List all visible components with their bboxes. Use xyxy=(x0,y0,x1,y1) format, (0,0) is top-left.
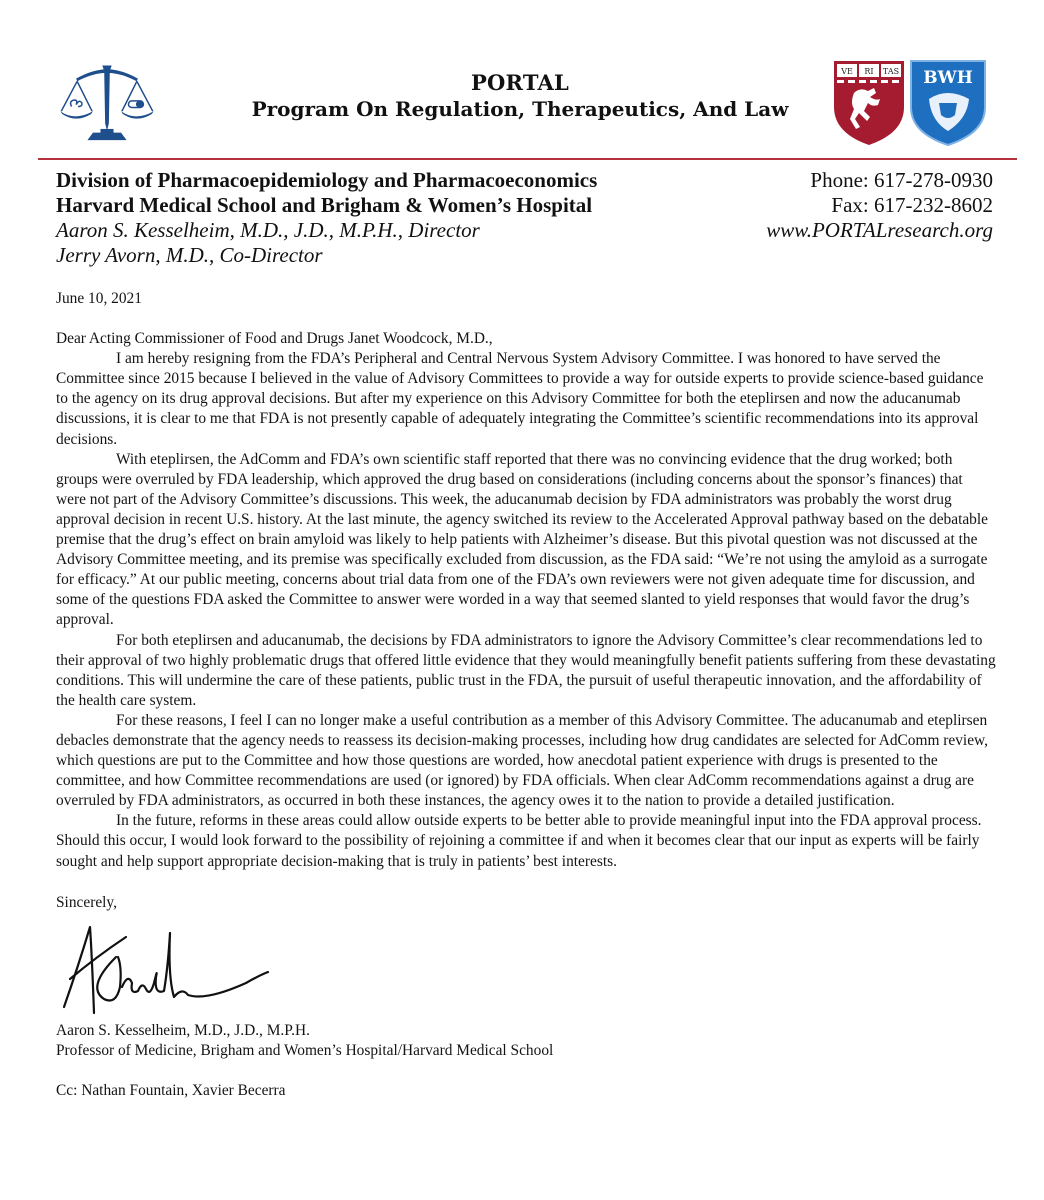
closing: Sincerely, xyxy=(56,893,117,911)
paragraph-3: For both eteplirsen and aducanumab, the decisions by FDA administrators to ignore the Advisory Committee’s clear recommendations led to their approval of two highly problematic drugs that offered little evidence that they would meaningfully benefit patients suffering from these devastating conditions. This will undermine the care of these patients, public trust in the FDA, the pursuit of useful therapeutic innovation, and the affordability of the health care system. xyxy=(56,631,996,709)
phone-number: Phone: 617-278-0930 xyxy=(810,168,993,192)
co-director-name: Jerry Avorn, M.D., Co-Director xyxy=(56,243,323,267)
harvard-shield-icon xyxy=(832,59,906,147)
website-link[interactable]: www.PORTALresearch.org xyxy=(766,218,993,242)
letter-body xyxy=(56,289,996,1101)
signature-icon xyxy=(56,917,336,1017)
scales-logo-icon xyxy=(55,58,159,142)
header-divider xyxy=(38,158,1017,160)
org-short-name: PORTAL xyxy=(471,70,569,95)
division-block xyxy=(56,168,736,268)
svg-text:BWH: BWH xyxy=(923,68,973,88)
svg-text:RI: RI xyxy=(864,67,874,76)
contact-block xyxy=(766,168,993,243)
fax-number: Fax: 617-232-8602 xyxy=(831,193,993,217)
signer-title: Professor of Medicine, Brigham and Women’s Hospital/Harvard Medical School xyxy=(56,1041,554,1059)
letterhead-title xyxy=(160,70,880,122)
institution-name: Harvard Medical School and Brigham & Women’s Hospital xyxy=(56,193,593,217)
letter-date: June 10, 2021 xyxy=(56,290,142,307)
bwh-shield-icon xyxy=(909,59,987,147)
director-name: Aaron S. Kesselheim, M.D., J.D., M.P.H., Director xyxy=(56,218,480,242)
division-name: Division of Pharmacoepidemiology and Pharmacoeconomics xyxy=(56,168,598,192)
paragraph-4: For these reasons, I feel I can no longer make a useful contribution as a member of this Advisory Committee. The aducanumab and eteplirsen debacles demonstrate that the agency needs to reassess its decision-making processes, including how drug candidates are selected for AdComm review, which questions are put to the Committee and how those questions are worded, how anecdotal patient experience with drugs is presented to the committee, and how Committee recommendations are used (or ignored) by FDA officials. When clear AdComm recommendations against a drug are overruled by FDA administrators, as occurred in both these instances, the agency owes it to the nation to provide a detailed justification. xyxy=(56,711,988,810)
svg-text:VE: VE xyxy=(841,67,853,76)
signer-name: Aaron S. Kesselheim, M.D., J.D., M.P.H. xyxy=(56,1021,310,1039)
cc-line: Cc: Nathan Fountain, Xavier Becerra xyxy=(56,1081,286,1099)
svg-text:TAS: TAS xyxy=(882,67,900,76)
salutation: Dear Acting Commissioner of Food and Drugs Janet Woodcock, M.D., xyxy=(56,330,493,348)
paragraph-5: In the future, reforms in these areas could allow outside experts to be better able to provide meaningful input into the FDA approval process. Should this occur, I would look forward to the possibility of rejoining a committee if and when it becomes clear that our input as experts will be fairly sought and help support appropriate decision-making that is truly in patients’ best interests. xyxy=(56,812,982,870)
paragraph-2: With eteplirsen, the AdComm and FDA’s own scientific staff reported that there was no convincing evidence that the drug worked; both groups were overruled by FDA leadership, which approved the drug based on considerations (including concerns about the sponsor’s finances) that were not part of the Advisory Committee’s discussions. This week, the aducanumab decision by FDA administrators was probably the worst drug approval decision in recent U.S. history. At the last minute, the agency switched its review to the Accelerated Approval pathway based on the debatable premise that the drug’s effect on brain amyloid was likely to help patients with Alzheimer’s disease. But this pivotal question was not discussed at the Advisory Committee meeting, and its premise was specifically excluded from discussion, as the FDA said: “We’re not using the amyloid as a surrogate for efficacy.” At our public meeting, concerns about trial data from one of the FDA’s own reviewers were not given adequate time for discussion, and some of the questions FDA asked the Committee to answer were worded in a way that seemed slanted to yield responses that would favor the drug’s approval. xyxy=(56,450,988,629)
paragraph-1: I am hereby resigning from the FDA’s Peripheral and Central Nervous System Advisory Committee. I was honored to have served the Committee since 2015 because I believed in the value of Advisory Committees to provide a way for outside experts to provide science-based guidance to the agency on its drug approval decisions. But after my experience on this Advisory Committee for both the eteplirsen and now the aducanumab discussions, it is clear to me that FDA is not presently capable of adequately integrating the Committee’s scientific recommendations into its approval decisions. xyxy=(56,350,984,448)
org-full-name: Program On Regulation, Therapeutics, And Law xyxy=(251,97,789,121)
